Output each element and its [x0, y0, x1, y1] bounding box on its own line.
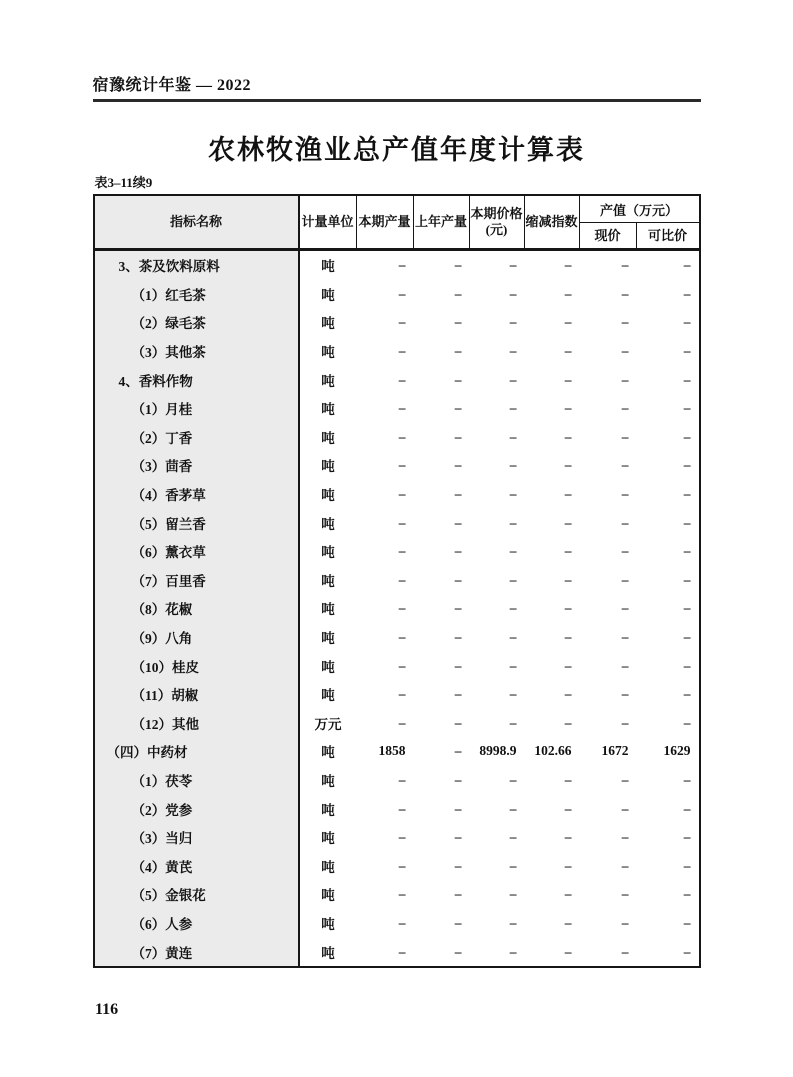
value-cell-current-value: – [621, 257, 629, 273]
value-cell-comparable-value: – [683, 285, 691, 301]
header-comparable-price-value: 可比价 [647, 227, 687, 243]
value-cell-current-output: – [398, 428, 406, 444]
unit-cell: 吨 [321, 459, 335, 475]
table-row [95, 937, 699, 966]
header-output-value-group [580, 196, 699, 248]
unit-cell: 吨 [321, 287, 335, 303]
table-row [95, 737, 699, 766]
unit-cell: 吨 [321, 831, 335, 847]
value-cell-current-price: – [509, 686, 517, 702]
value-cell-previous-output: – [454, 486, 462, 502]
indicator-cell: （3）其他茶 [95, 337, 300, 366]
value-cell-previous-output: – [454, 600, 462, 616]
value-cell-deflation-index: – [564, 657, 572, 673]
value-cell-previous-output: – [454, 657, 462, 673]
value-cell-current-output: – [398, 914, 406, 930]
value-cell-current-output: – [398, 857, 406, 873]
value-cell-current-value: – [621, 371, 629, 387]
value-cell-current-price: – [509, 400, 517, 416]
running-head: 宿豫统计年鉴 — 2022 [92, 77, 252, 94]
value-cell-current-output: – [398, 314, 406, 330]
table-row [95, 308, 699, 337]
unit-cell: 吨 [321, 602, 335, 618]
indicator-cell: 3、茶及饮料原料 [95, 251, 300, 280]
table-row [95, 280, 699, 309]
indicator-cell: （1）茯苓 [95, 766, 300, 795]
indicator-cell: （4）黄芪 [95, 851, 300, 880]
running-head-rule [93, 99, 701, 102]
table-row [95, 851, 699, 880]
value-cell-current-output: – [398, 600, 406, 616]
value-cell-current-output: – [398, 943, 406, 959]
value-cell-current-price: – [509, 314, 517, 330]
value-cell-previous-output: – [454, 829, 462, 845]
value-cell-previous-output: – [454, 743, 462, 759]
value-cell-comparable-value: – [683, 514, 691, 530]
value-cell-current-price: – [509, 857, 517, 873]
value-cell-previous-output: – [454, 400, 462, 416]
value-cell-deflation-index: – [564, 400, 572, 416]
header-current-price-line2: (元) [485, 222, 508, 237]
table-row [95, 880, 699, 909]
value-cell-current-price: – [509, 829, 517, 845]
value-cell-current-output: – [398, 486, 406, 502]
table-row [95, 365, 699, 394]
table-label: 表3–11续9 [94, 175, 153, 190]
value-cell-comparable-value: – [683, 600, 691, 616]
value-cell-comparable-value: – [683, 457, 691, 473]
value-cell-deflation-index: – [564, 428, 572, 444]
indicator-cell: （8）花椒 [95, 594, 300, 623]
table-row [95, 909, 699, 938]
value-cell-previous-output: – [454, 457, 462, 473]
value-cell-current-price: – [509, 486, 517, 502]
value-cell-current-output: – [398, 800, 406, 816]
value-cell-comparable-value: – [683, 371, 691, 387]
value-cell-deflation-index: – [564, 600, 572, 616]
value-cell-comparable-value: – [683, 943, 691, 959]
value-cell-previous-output: – [454, 686, 462, 702]
value-cell-current-output: – [398, 657, 406, 673]
value-cell-comparable-value: – [683, 714, 691, 730]
value-cell-current-value: – [621, 486, 629, 502]
value-cell-current-value: – [621, 343, 629, 359]
value-cell-current-output: – [398, 686, 406, 702]
value-cell-current-price: 8998.9 [479, 743, 517, 759]
indicator-cell: （3）当归 [95, 823, 300, 852]
value-cell-previous-output: – [454, 257, 462, 273]
indicator-cell: 4、香料作物 [95, 365, 300, 394]
value-cell-current-output: – [398, 886, 406, 902]
unit-cell: 吨 [321, 773, 335, 789]
value-cell-deflation-index: – [564, 857, 572, 873]
value-cell-current-value: – [621, 571, 629, 587]
value-cell-deflation-index: – [564, 886, 572, 902]
header-unit: 计量单位 [300, 196, 357, 248]
table-row [95, 480, 699, 509]
value-cell-current-value: – [621, 857, 629, 873]
value-cell-previous-output: – [454, 914, 462, 930]
value-cell-previous-output: – [454, 343, 462, 359]
value-cell-current-price: – [509, 714, 517, 730]
value-cell-deflation-index: – [564, 457, 572, 473]
header-current-price-line1: 本期价格 [470, 206, 523, 221]
table-row [95, 594, 699, 623]
table-row [95, 766, 699, 795]
value-cell-comparable-value: 1629 [663, 743, 691, 759]
table-body [95, 251, 699, 966]
value-cell-comparable-value: – [683, 257, 691, 273]
value-cell-current-output: – [398, 257, 406, 273]
value-cell-current-price: – [509, 457, 517, 473]
indicator-cell: （12）其他 [95, 709, 300, 738]
unit-cell: 吨 [321, 802, 335, 818]
unit-cell: 吨 [321, 316, 335, 332]
value-cell-comparable-value: – [683, 914, 691, 930]
value-cell-previous-output: – [454, 629, 462, 645]
value-cell-current-value: – [621, 314, 629, 330]
value-cell-current-output: – [398, 400, 406, 416]
value-cell-current-value: – [621, 714, 629, 730]
value-cell-previous-output: – [454, 428, 462, 444]
indicator-cell: （11）胡椒 [95, 680, 300, 709]
value-cell-previous-output: – [454, 714, 462, 730]
unit-cell: 吨 [321, 488, 335, 504]
table-row [95, 337, 699, 366]
header-current-price-value: 现价 [580, 223, 637, 248]
value-cell-current-output: – [398, 457, 406, 473]
header-output-value: 产值（万元） [580, 196, 699, 223]
table-row [95, 251, 699, 280]
value-cell-current-price: – [509, 657, 517, 673]
header-output-value-subrow [580, 223, 699, 248]
value-cell-current-price: – [509, 800, 517, 816]
value-cell-current-value: – [621, 886, 629, 902]
value-cell-current-value: – [621, 428, 629, 444]
unit-cell: 吨 [321, 859, 335, 875]
value-cell-comparable-value: – [683, 400, 691, 416]
value-cell-deflation-index: – [564, 829, 572, 845]
value-cell-deflation-index: – [564, 343, 572, 359]
value-cell-comparable-value: – [683, 829, 691, 845]
value-cell-comparable-value: – [683, 886, 691, 902]
value-cell-previous-output: – [454, 371, 462, 387]
table-row [95, 451, 699, 480]
table-row [95, 566, 699, 595]
value-cell-current-value: – [621, 771, 629, 787]
indicator-cell: （7）百里香 [95, 566, 300, 595]
table-row [95, 651, 699, 680]
value-cell-comparable-value: – [683, 771, 691, 787]
value-cell-deflation-index: – [564, 771, 572, 787]
unit-cell: 吨 [321, 945, 335, 961]
value-cell-current-value: – [621, 457, 629, 473]
value-cell-deflation-index: – [564, 800, 572, 816]
value-cell-current-value: – [621, 943, 629, 959]
value-cell-deflation-index: – [564, 914, 572, 930]
value-cell-deflation-index: – [564, 257, 572, 273]
indicator-cell: （6）薰衣草 [95, 537, 300, 566]
unit-cell: 吨 [321, 659, 335, 675]
indicator-cell: （1）月桂 [95, 394, 300, 423]
value-cell-current-output: – [398, 571, 406, 587]
indicator-cell: （1）红毛茶 [95, 280, 300, 309]
table-row [95, 823, 699, 852]
value-cell-current-price: – [509, 771, 517, 787]
value-cell-current-price: – [509, 257, 517, 273]
value-cell-deflation-index: – [564, 571, 572, 587]
header-current-output: 本期产量 [357, 196, 414, 248]
value-cell-current-price: – [509, 629, 517, 645]
value-cell-current-price: – [509, 943, 517, 959]
value-cell-current-value: – [621, 657, 629, 673]
value-cell-current-price: – [509, 428, 517, 444]
header-deflation-index: 缩减指数 [525, 196, 580, 248]
value-cell-deflation-index: – [564, 686, 572, 702]
indicator-cell: （10）桂皮 [95, 651, 300, 680]
value-cell-current-output: – [398, 514, 406, 530]
value-cell-comparable-value: – [683, 800, 691, 816]
value-cell-previous-output: – [454, 857, 462, 873]
unit-cell: 吨 [321, 373, 335, 389]
value-cell-deflation-index: – [564, 486, 572, 502]
value-cell-current-value: 1672 [601, 743, 629, 759]
value-cell-comparable-value: – [683, 857, 691, 873]
value-cell-current-price: – [509, 571, 517, 587]
header-current-price [470, 196, 525, 248]
value-cell-current-value: – [621, 629, 629, 645]
value-cell-current-value: – [621, 829, 629, 845]
value-cell-current-value: – [621, 285, 629, 301]
value-cell-current-price: – [509, 914, 517, 930]
unit-cell: 吨 [321, 545, 335, 561]
value-cell-current-output: 1858 [378, 743, 406, 759]
indicator-cell: （3）茴香 [95, 451, 300, 480]
unit-cell: 吨 [321, 745, 335, 761]
table-row [95, 680, 699, 709]
unit-cell: 吨 [321, 573, 335, 589]
table-row [95, 423, 699, 452]
indicator-cell: （2）绿毛茶 [95, 308, 300, 337]
page-number: 116 [95, 1001, 119, 1018]
value-cell-current-output: – [398, 543, 406, 559]
value-cell-current-value: – [621, 686, 629, 702]
value-cell-current-price: – [509, 600, 517, 616]
unit-cell: 万元 [314, 716, 342, 732]
unit-cell: 吨 [321, 916, 335, 932]
unit-cell: 吨 [321, 516, 335, 532]
value-cell-current-value: – [621, 914, 629, 930]
unit-cell: 吨 [321, 402, 335, 418]
value-cell-comparable-value: – [683, 629, 691, 645]
value-cell-comparable-value: – [683, 543, 691, 559]
value-cell-deflation-index: – [564, 714, 572, 730]
unit-cell: 吨 [321, 688, 335, 704]
value-cell-current-value: – [621, 543, 629, 559]
value-cell-current-output: – [398, 371, 406, 387]
value-cell-comparable-value: – [683, 343, 691, 359]
value-cell-deflation-index: – [564, 629, 572, 645]
table-row [95, 394, 699, 423]
unit-cell: 吨 [321, 631, 335, 647]
value-cell-deflation-index: – [564, 543, 572, 559]
value-cell-deflation-index: – [564, 514, 572, 530]
value-cell-current-output: – [398, 343, 406, 359]
unit-cell: 吨 [321, 888, 335, 904]
value-cell-current-output: – [398, 629, 406, 645]
value-cell-current-price: – [509, 543, 517, 559]
table-row [95, 709, 699, 738]
value-cell-previous-output: – [454, 314, 462, 330]
value-cell-current-value: – [621, 600, 629, 616]
value-cell-previous-output: – [454, 571, 462, 587]
table-row [95, 508, 699, 537]
table-row [95, 537, 699, 566]
value-cell-current-output: – [398, 285, 406, 301]
page-content [93, 0, 701, 968]
header-indicator: 指标名称 [95, 196, 300, 248]
value-cell-comparable-value: – [683, 428, 691, 444]
statistics-table [93, 194, 701, 968]
indicator-cell: （4）香茅草 [95, 480, 300, 509]
value-cell-current-value: – [621, 514, 629, 530]
table-header-row [95, 196, 699, 251]
value-cell-current-price: – [509, 343, 517, 359]
value-cell-current-output: – [398, 714, 406, 730]
value-cell-current-price: – [509, 514, 517, 530]
indicator-cell: （5）留兰香 [95, 508, 300, 537]
value-cell-current-output: – [398, 829, 406, 845]
table-row [95, 623, 699, 652]
indicator-cell: （2）党参 [95, 794, 300, 823]
page-title: 农林牧渔业总产值年度计算表 [208, 135, 585, 165]
value-cell-current-price: – [509, 285, 517, 301]
value-cell-comparable-value: – [683, 314, 691, 330]
value-cell-previous-output: – [454, 800, 462, 816]
indicator-cell: （9）八角 [95, 623, 300, 652]
value-cell-previous-output: – [454, 285, 462, 301]
value-cell-comparable-value: – [683, 486, 691, 502]
unit-cell: 吨 [321, 430, 335, 446]
table-row [95, 794, 699, 823]
indicator-cell: （四）中药材 [95, 737, 300, 766]
value-cell-current-value: – [621, 400, 629, 416]
value-cell-comparable-value: – [683, 657, 691, 673]
value-cell-previous-output: – [454, 943, 462, 959]
value-cell-deflation-index: – [564, 371, 572, 387]
indicator-cell: （6）人参 [95, 909, 300, 938]
unit-cell: 吨 [321, 345, 335, 361]
value-cell-comparable-value: – [683, 571, 691, 587]
value-cell-deflation-index: – [564, 285, 572, 301]
value-cell-previous-output: – [454, 543, 462, 559]
indicator-cell: （5）金银花 [95, 880, 300, 909]
value-cell-current-value: – [621, 800, 629, 816]
indicator-cell: （2）丁香 [95, 423, 300, 452]
value-cell-current-price: – [509, 886, 517, 902]
value-cell-deflation-index: 102.66 [534, 743, 572, 759]
value-cell-previous-output: – [454, 886, 462, 902]
value-cell-deflation-index: – [564, 314, 572, 330]
value-cell-current-price: – [509, 371, 517, 387]
indicator-cell: （7）黄连 [95, 937, 300, 966]
value-cell-comparable-value: – [683, 686, 691, 702]
value-cell-deflation-index: – [564, 943, 572, 959]
value-cell-previous-output: – [454, 771, 462, 787]
value-cell-previous-output: – [454, 514, 462, 530]
unit-cell: 吨 [321, 259, 335, 275]
value-cell-current-output: – [398, 771, 406, 787]
header-previous-output: 上年产量 [414, 196, 470, 248]
